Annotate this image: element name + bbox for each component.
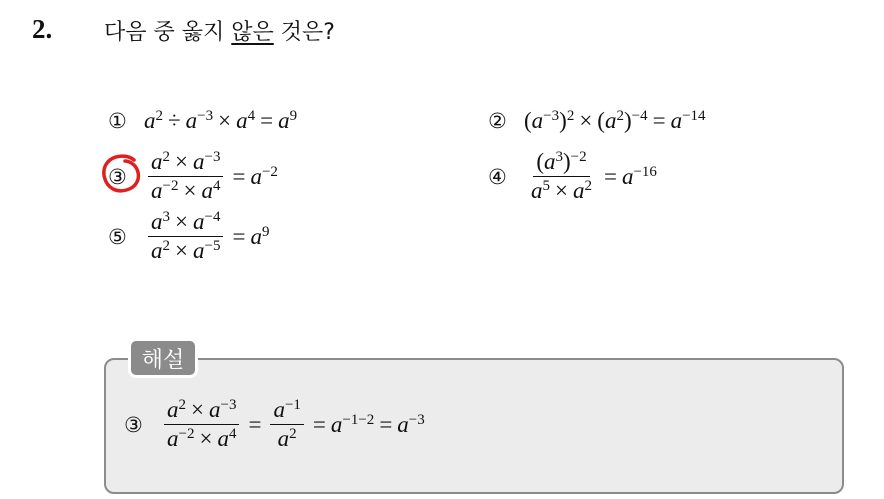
answer-circle-mark-icon	[101, 152, 143, 194]
question-text-after: 것은?	[273, 20, 335, 45]
solution-fraction-2: $\frac{a^{-1}}{a^2}$	[270, 396, 303, 453]
option-1[interactable]	[108, 108, 297, 134]
explanation-label: 해설	[128, 338, 198, 378]
option-5-marker: ⑤	[108, 224, 127, 249]
option-3-result: = $a^{-2}$	[232, 163, 278, 189]
option-5-result: = $a^9$	[232, 223, 270, 249]
option-4-marker: ④	[488, 164, 507, 189]
option-4[interactable]	[488, 148, 657, 205]
option-5[interactable]	[108, 208, 269, 265]
question-text-underlined: 않은	[231, 20, 274, 45]
option-2-marker: ②	[488, 109, 507, 133]
option-1-formula: $a^2 \div a^{-3} \times a^4 = a^9$	[144, 107, 298, 133]
option-3-fraction: $\frac{a^2 \times a^{-3}}{a^{-2} \times a^4}$	[148, 148, 223, 205]
explanation-marker: ③	[124, 412, 143, 437]
option-5-fraction: $\frac{a^3 \times a^{-4}}{a^2 \times a^{-5}}$	[148, 208, 223, 265]
question-text	[104, 15, 335, 46]
option-2-formula: $(a^{-3})^2 \times (a^2)^{-4} = a^{-14}$	[524, 107, 706, 133]
option-4-fraction: $\frac{(a^3)^{-2}}{a^5 \times a^2}$	[531, 148, 592, 203]
option-4-result: = $a^{-16}$	[603, 163, 657, 189]
solution-result: = $a^{-1-2} = a^{-3}$	[312, 411, 425, 437]
question-text-before: 다음 중 옳지	[104, 20, 232, 45]
option-3-marker: ③	[108, 164, 127, 189]
option-1-marker: ①	[108, 109, 127, 133]
solution-fraction-1: $\frac{a^2 \times a^{-3}}{a^{-2} \times a^4}$	[164, 396, 239, 453]
option-2[interactable]	[488, 108, 706, 134]
question-number: 2.	[32, 14, 53, 44]
explanation-solution: ③ $\frac{a^2 \times a^{-3}}{a^{-2} \times a^4}$ = $\frac{a^{-1}}{a^2}$ = $a^{-1-2} = a^{-3}$	[124, 396, 425, 451]
